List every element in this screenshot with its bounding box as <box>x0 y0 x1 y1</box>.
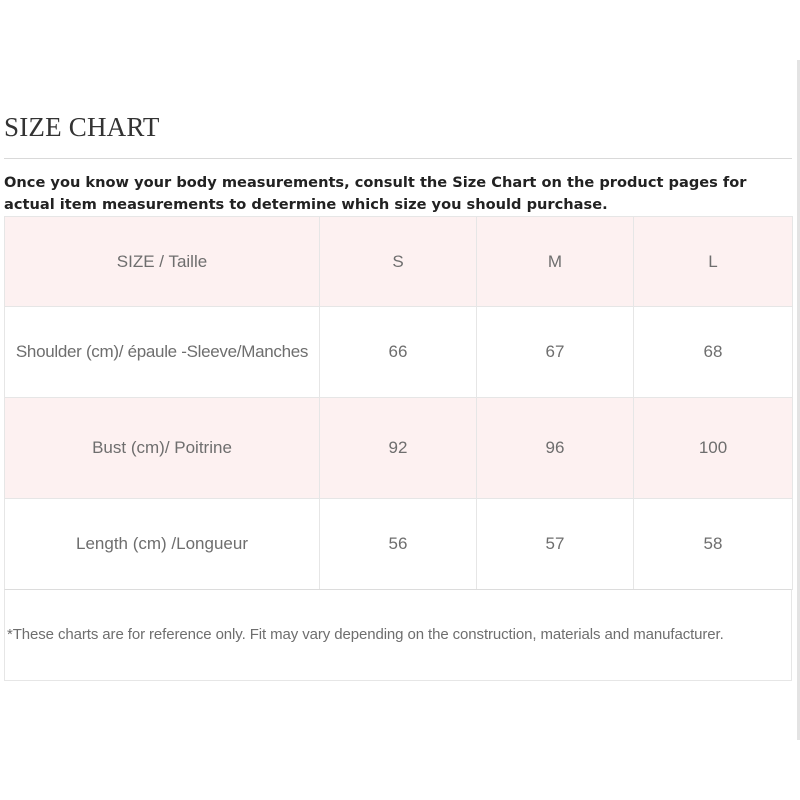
row-label-shoulder: Shoulder (cm)/ épaule -Sleeve/Manches <box>5 307 320 398</box>
bust-value-s: 92 <box>320 398 477 499</box>
table-row <box>5 307 793 398</box>
size-chart-table <box>4 216 793 590</box>
shoulder-value-m: 67 <box>477 307 634 398</box>
bust-value-m: 96 <box>477 398 634 499</box>
shoulder-value-s: 66 <box>320 307 477 398</box>
header-size-l: L <box>634 217 793 307</box>
shoulder-value-l: 68 <box>634 307 793 398</box>
disclaimer-note: *These charts are for reference only. Fit may vary depending on the construction, materials and manufacturer. <box>7 626 724 643</box>
row-label-bust: Bust (cm)/ Poitrine <box>5 398 320 499</box>
table-header-row <box>5 217 793 307</box>
row-label-length: Length (cm) /Longueur <box>5 499 320 590</box>
table-row <box>5 398 793 499</box>
header-size-m: M <box>477 217 634 307</box>
table-row <box>5 499 793 590</box>
page-title: SIZE CHART <box>4 112 160 142</box>
header-size-label: SIZE / Taille <box>5 217 320 307</box>
bust-value-l: 100 <box>634 398 793 499</box>
title-divider <box>4 158 792 159</box>
length-value-s: 56 <box>320 499 477 590</box>
length-value-l: 58 <box>634 499 793 590</box>
header-size-s: S <box>320 217 477 307</box>
intro-text: Once you know your body measurements, consult the Size Chart on the product pages for actual item measurements to determine which size you should purchase. <box>4 174 747 213</box>
length-value-m: 57 <box>477 499 634 590</box>
disclaimer-box <box>4 589 792 681</box>
